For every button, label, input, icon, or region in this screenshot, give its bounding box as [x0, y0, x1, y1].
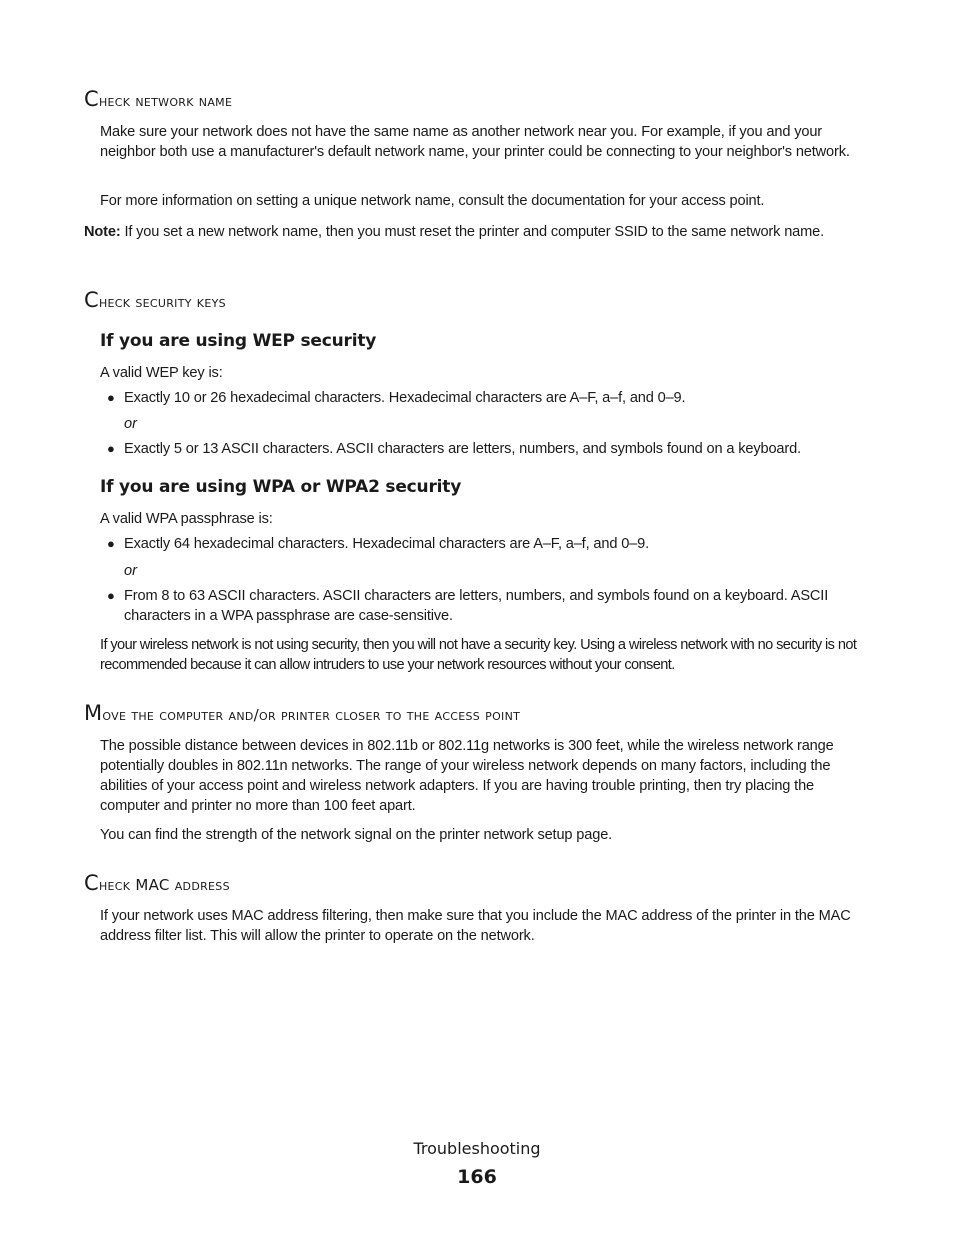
wep-bullet-1-text: Exactly 10 or 26 hexadecimal characters. Hexadecimal characters are A–F, a–f, and 0–9. — [124, 390, 686, 406]
heading-check-network-name: Check network name — [84, 87, 233, 111]
wpa-bullet-2-text: From 8 to 63 ASCII characters. ASCII characters are letters, numbers, and symbols found on a keyboard. ASCII characters in a WPA passphrase are case-sensitive. — [124, 588, 829, 624]
bullet-icon: ● — [107, 588, 115, 603]
wep-bullet-2-text: Exactly 5 or 13 ASCII characters. ASCII characters are letters, numbers, and symbols found on a keyboard. — [124, 441, 801, 457]
note-label: Note: — [84, 224, 121, 240]
wpa-or: or — [124, 563, 137, 579]
mac-address-paragraph: If your network uses MAC address filtering, then make sure that you include the MAC address of the printer in the MAC address filter list. This will allow the printer to operate on the network. — [100, 908, 851, 944]
wep-or: or — [124, 416, 137, 432]
heading-move-closer: Move the computer and/or printer closer to the access point — [84, 701, 521, 725]
network-name-note — [84, 222, 872, 242]
heading-wep-security: If you are using WEP security — [100, 331, 377, 351]
bullet-icon: ● — [107, 441, 115, 456]
bullet-icon: ● — [107, 390, 115, 405]
bullet-icon: ● — [107, 536, 115, 551]
security-closing-paragraph: If your wireless network is not using security, then you will not have a security key. Using a wireless network with no security is not recommended because it can allow intruders to use your network resources without your consent. — [100, 637, 857, 673]
wep-bullet-1 — [107, 388, 872, 408]
network-name-paragraph-2: For more information on setting a unique network name, consult the documentation for your access point. — [100, 193, 765, 209]
heading-wpa-security: If you are using WPA or WPA2 security — [100, 477, 462, 497]
wep-bullet-2 — [107, 439, 872, 459]
note-text: If you set a new network name, then you must reset the printer and computer SSID to the same network name. — [120, 224, 825, 240]
move-closer-paragraph-2: You can find the strength of the network signal on the printer network setup page. — [100, 827, 613, 843]
wep-intro: A valid WEP key is: — [100, 365, 223, 381]
move-closer-paragraph-1: The possible distance between devices in 802.11b or 802.11g networks is 300 feet, while the wireless network range potentially doubles in 802.11n networks. The range of your wireless network depends on many factors, including the abilities of your access point and wireless network adapters. If you are having trouble printing, then try placing the computer and printer no more than 100 feet apart. — [100, 738, 834, 814]
footer-section-title: Troubleshooting — [413, 1139, 541, 1158]
wpa-bullet-1 — [107, 534, 872, 554]
wpa-intro: A valid WPA passphrase is: — [100, 511, 273, 527]
wpa-bullet-2 — [107, 586, 872, 626]
page-number: 166 — [457, 1166, 497, 1188]
network-name-paragraph-1: Make sure your network does not have the same name as another network near you. For example, if you and your neighbor both use a manufacturer's default network name, your printer could be connecting to your neighbor's network. — [100, 124, 850, 160]
wpa-bullet-1-text: Exactly 64 hexadecimal characters. Hexadecimal characters are A–F, a–f, and 0–9. — [124, 536, 650, 552]
heading-check-security-keys: Check security keys — [84, 288, 226, 312]
heading-check-mac-address: Check MAC address — [84, 871, 230, 895]
